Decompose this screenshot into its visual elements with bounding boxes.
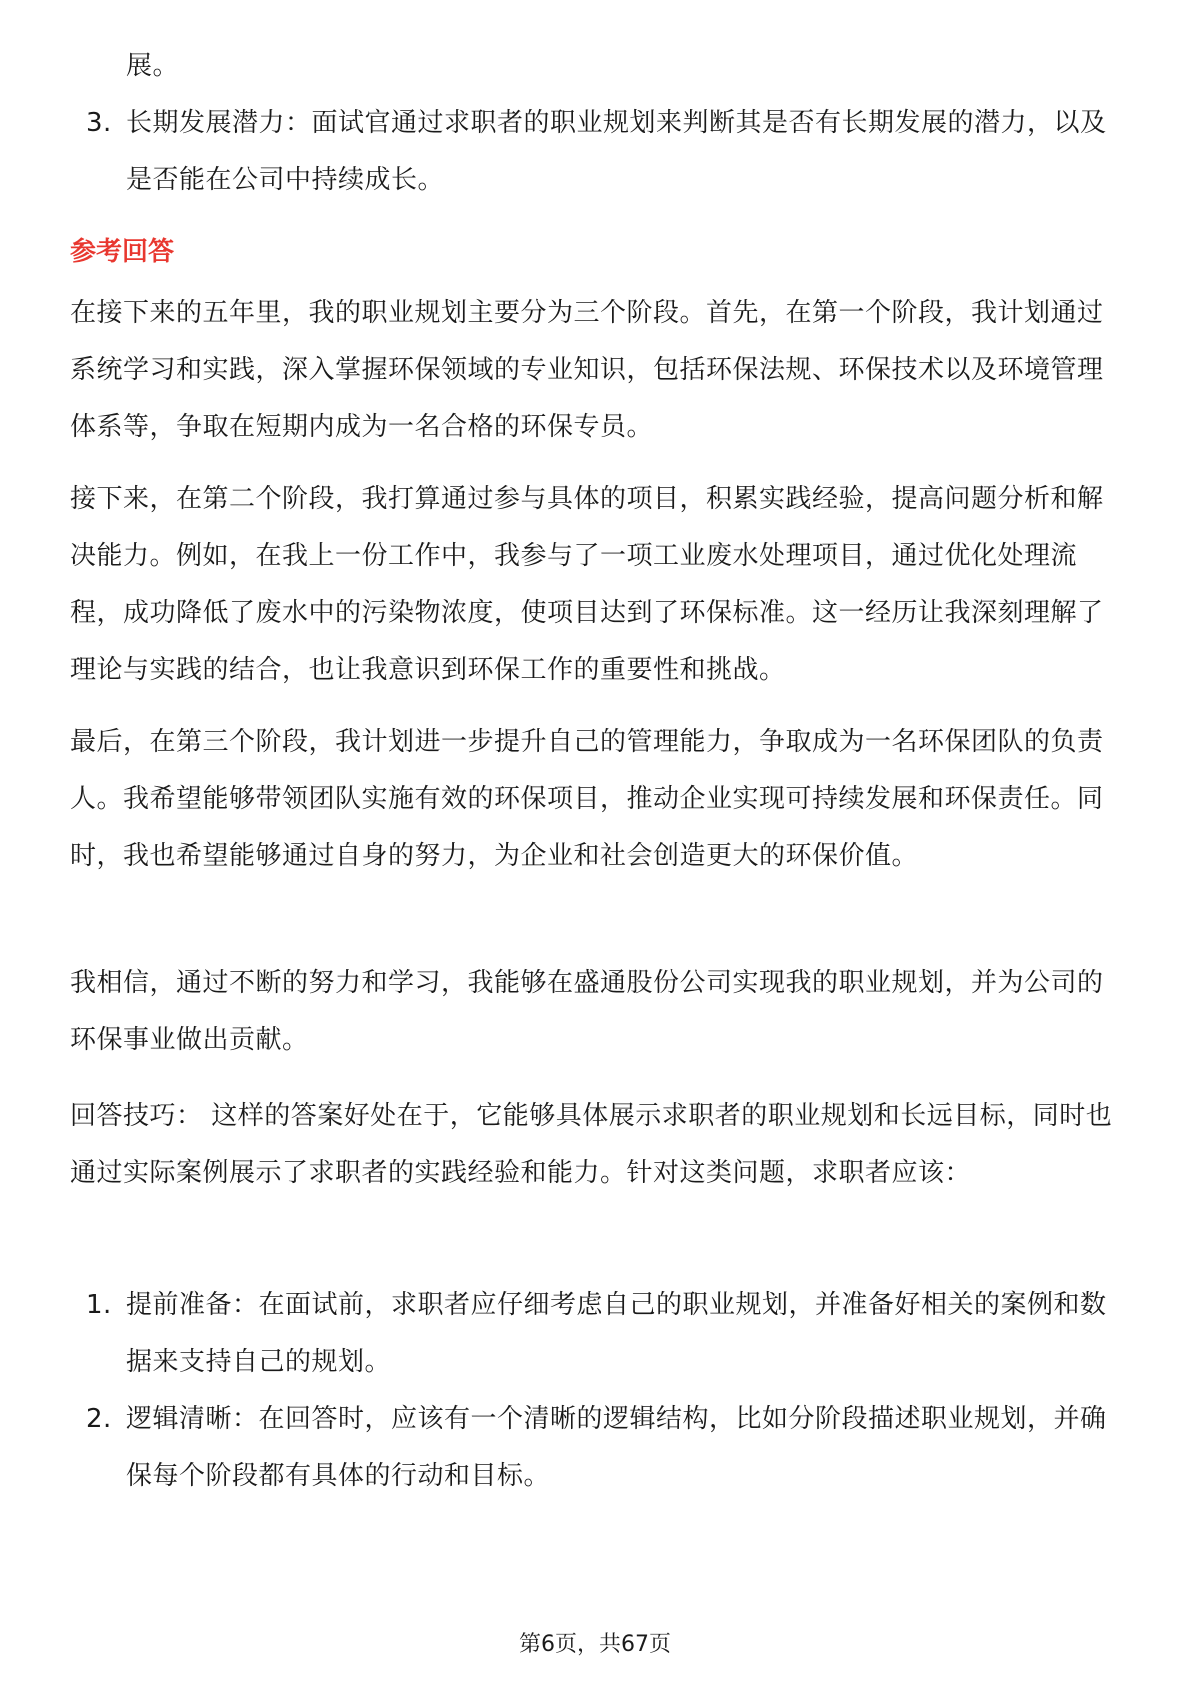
paragraph: 接下来，在第二个阶段，我打算通过参与具体的项目，积累实践经验，提高问题分析和解决能力。例如，在我上一份工作中，我参与了一项工业废水处理项目，通过优化处理流程，成功降低了废水中的污染物浓度，使项目达到了环保标准。这一经历让我深刻理解了理论与实践的结合，也让我意识到环保工作的重要性和挑战。 bbox=[70, 484, 1104, 685]
paragraph: 在接下来的五年里，我的职业规划主要分为三个阶段。首先，在第一个阶段，我计划通过系统学习和实践，深入掌握环保领域的专业知识，包括环保法规、环保技术以及环境管理体系等，争取在短期内成为一名合格的环保专员。 bbox=[70, 298, 1104, 442]
section-heading: 参考回答 bbox=[70, 237, 175, 267]
list-item-text: 逻辑清晰：在回答时，应该有一个清晰的逻辑结构，比如分阶段描述职业规划，并确保每个阶段都有具体的行动和目标。 bbox=[126, 1404, 1107, 1491]
tips-list bbox=[70, 1277, 1116, 1505]
list-number: 2. bbox=[86, 1404, 112, 1434]
list-item bbox=[70, 1391, 1116, 1505]
continuation-text: 展。 bbox=[126, 51, 180, 81]
paragraph: 我相信，通过不断的努力和学习，我能够在盛通股份公司实现我的职业规划，并为公司的环保事业做出贡献。 bbox=[70, 968, 1104, 1055]
list-item-text: 长期发展潜力：面试官通过求职者的职业规划来判断其是否有长期发展的潜力，以及是否能在公司中持续成长。 bbox=[126, 108, 1107, 195]
list-item bbox=[70, 1277, 1116, 1391]
intro-list bbox=[70, 95, 1116, 209]
list-item bbox=[70, 95, 1116, 209]
tips-intro-paragraph: 回答技巧： 这样的答案好处在于，它能够具体展示求职者的职业规划和长远目标，同时也通过实际案例展示了求职者的实践经验和能力。针对这类问题，求职者应该： bbox=[70, 1101, 1113, 1188]
list-number: 3. bbox=[86, 108, 112, 138]
list-item-text: 提前准备：在面试前，求职者应仔细考虑自己的职业规划，并准备好相关的案例和数据来支持自己的规划。 bbox=[126, 1290, 1107, 1377]
page-number-footer: 第6页，共67页 bbox=[519, 1632, 671, 1657]
paragraph: 最后，在第三个阶段，我计划进一步提升自己的管理能力，争取成为一名环保团队的负责人。我希望能够带领团队实施有效的环保项目，推动企业实现可持续发展和环保责任。同时，我也希望能够通过自身的努力，为企业和社会创造更大的环保价值。 bbox=[70, 727, 1104, 871]
list-number: 1. bbox=[86, 1290, 112, 1320]
